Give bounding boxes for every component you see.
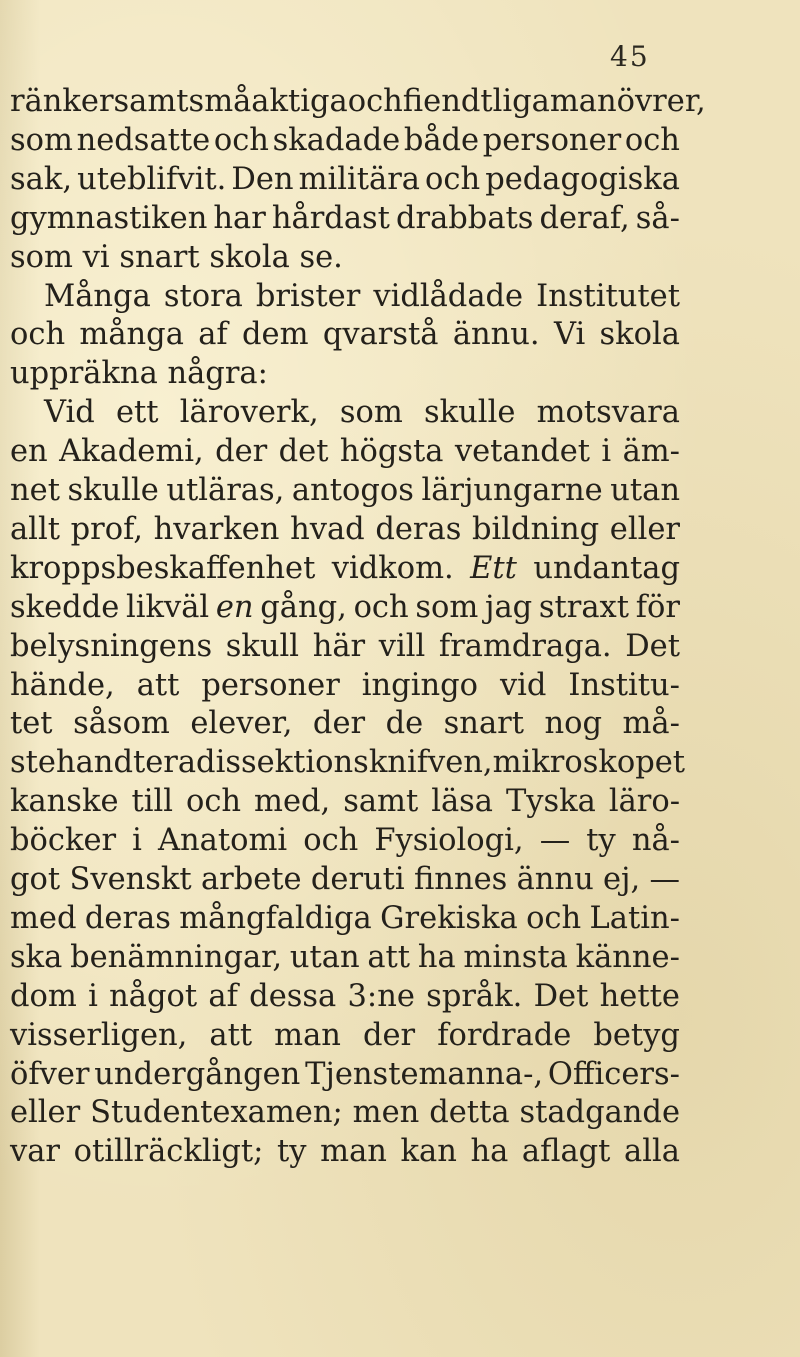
word: nog bbox=[544, 706, 603, 742]
word: Det bbox=[533, 978, 589, 1014]
word: minsta bbox=[463, 939, 568, 975]
word: 3:ne bbox=[347, 978, 415, 1014]
word: kanske bbox=[10, 784, 119, 820]
word: ty bbox=[277, 1134, 307, 1170]
word: men bbox=[352, 1095, 420, 1131]
text-line bbox=[10, 240, 343, 276]
word: mångfaldiga bbox=[179, 900, 372, 936]
word: Officers- bbox=[547, 1056, 680, 1092]
word: för bbox=[635, 589, 680, 625]
word: personer bbox=[482, 122, 622, 158]
word: utläras, bbox=[166, 473, 285, 508]
word: Vid bbox=[44, 395, 95, 431]
word: och bbox=[526, 900, 582, 936]
word: såsom bbox=[73, 706, 170, 742]
word: hette bbox=[599, 978, 680, 1014]
page-number: 45 bbox=[610, 40, 650, 73]
word: med, bbox=[254, 784, 331, 820]
text-line bbox=[10, 473, 680, 509]
text-line bbox=[10, 317, 680, 353]
word: skull bbox=[225, 628, 300, 664]
word: der bbox=[215, 434, 268, 470]
word: många bbox=[79, 317, 184, 353]
text-line bbox=[10, 862, 680, 898]
word: och bbox=[303, 823, 359, 859]
word: läroverk, bbox=[179, 395, 319, 431]
word: som bbox=[10, 239, 83, 275]
word: arbete bbox=[200, 862, 302, 897]
text-line bbox=[10, 590, 680, 626]
word: ej, bbox=[603, 862, 641, 897]
word: lärjungarne bbox=[421, 473, 603, 508]
word: skola bbox=[209, 239, 300, 275]
word: af bbox=[208, 978, 238, 1014]
word: ingingo bbox=[361, 667, 478, 703]
word: kan bbox=[400, 1134, 457, 1170]
word: har bbox=[213, 200, 266, 236]
word: snart bbox=[443, 706, 524, 742]
word: Svenskt bbox=[69, 862, 192, 897]
word: Ett bbox=[470, 550, 517, 586]
word: i bbox=[88, 978, 98, 1014]
word: deruti bbox=[310, 862, 405, 897]
word: ha bbox=[470, 1134, 509, 1170]
word: som bbox=[415, 589, 479, 625]
word: Studentexamen; bbox=[90, 1095, 343, 1131]
word: nedsatte bbox=[76, 122, 211, 158]
text-line bbox=[10, 784, 680, 820]
word: vetandet bbox=[454, 434, 591, 470]
word: vidlådade bbox=[373, 278, 524, 314]
word: ty bbox=[586, 823, 616, 859]
text-line bbox=[10, 629, 680, 665]
word: böcker bbox=[10, 823, 117, 859]
word: skedde bbox=[10, 589, 120, 625]
text-line bbox=[10, 668, 680, 704]
word: kroppsbeskaffenhet bbox=[10, 550, 316, 586]
text-line bbox=[44, 279, 680, 315]
word: vid bbox=[499, 667, 547, 703]
word: några: bbox=[167, 356, 268, 392]
word: ska bbox=[10, 939, 63, 975]
word: detta bbox=[429, 1095, 510, 1131]
text-line bbox=[10, 745, 686, 781]
word: gång, bbox=[260, 589, 347, 625]
text-line bbox=[10, 84, 706, 120]
word: Den bbox=[231, 161, 294, 197]
word: alla bbox=[624, 1134, 680, 1170]
word: ett bbox=[115, 395, 159, 431]
word: allt bbox=[10, 511, 60, 547]
word: högsta bbox=[339, 434, 444, 470]
word: ha bbox=[417, 939, 456, 975]
word: stora bbox=[163, 278, 243, 314]
word: skulle bbox=[67, 473, 159, 508]
text-line bbox=[10, 123, 680, 159]
word: otillräckligt; bbox=[73, 1134, 264, 1170]
word: gymnastiken bbox=[10, 200, 208, 236]
word: militära bbox=[298, 161, 420, 197]
word: mikroskopet bbox=[492, 745, 686, 781]
word: aflagt bbox=[521, 1134, 611, 1170]
word: Många bbox=[44, 278, 151, 314]
word: Anatomi bbox=[157, 823, 288, 859]
word: eller bbox=[10, 1095, 81, 1131]
text-line bbox=[10, 434, 680, 470]
word: hårdast bbox=[271, 200, 390, 236]
word: jag bbox=[485, 589, 533, 625]
word: må- bbox=[622, 706, 680, 742]
word: snart bbox=[119, 239, 210, 275]
word: der bbox=[312, 706, 366, 742]
word: likväl bbox=[126, 589, 210, 625]
word: Institu- bbox=[568, 667, 680, 703]
word: vi bbox=[82, 239, 120, 275]
word: man bbox=[274, 1017, 341, 1053]
word: Tjenstemanna-, bbox=[305, 1056, 544, 1092]
word: att bbox=[136, 667, 180, 703]
word: och bbox=[10, 317, 66, 353]
word: samt bbox=[113, 84, 189, 119]
text-line bbox=[44, 395, 680, 431]
word: sak, bbox=[10, 161, 73, 197]
word: finnes bbox=[413, 862, 508, 897]
word: stadgande bbox=[519, 1095, 680, 1131]
word: ännu. bbox=[452, 317, 540, 353]
text-line bbox=[10, 162, 680, 198]
word: ännu bbox=[516, 862, 594, 897]
text-line bbox=[10, 551, 680, 587]
text-line bbox=[10, 356, 268, 392]
word: något bbox=[109, 978, 198, 1014]
word: undergången bbox=[94, 1056, 301, 1092]
word: i bbox=[601, 434, 612, 470]
word: vidkom. bbox=[331, 550, 454, 586]
text-line bbox=[10, 979, 680, 1015]
word: manövrer, bbox=[549, 84, 706, 119]
word: visserligen, bbox=[10, 1017, 188, 1053]
word: till bbox=[131, 784, 173, 820]
word: af bbox=[198, 317, 228, 353]
word: och bbox=[425, 161, 481, 197]
word: got bbox=[10, 862, 61, 897]
text-line bbox=[10, 940, 680, 976]
word: net bbox=[10, 473, 60, 508]
word: — bbox=[539, 823, 571, 859]
word: prof, bbox=[70, 511, 143, 547]
text-line bbox=[10, 1095, 680, 1131]
word: benämningar, bbox=[70, 939, 283, 975]
word: dissektionsknifven, bbox=[196, 745, 493, 781]
word: och bbox=[347, 84, 403, 119]
word: utan bbox=[610, 473, 680, 508]
word: uteblifvit. bbox=[77, 161, 227, 197]
word: undantag bbox=[533, 550, 680, 586]
word: — bbox=[649, 862, 680, 897]
word: läro- bbox=[608, 784, 680, 820]
text-line bbox=[10, 706, 680, 742]
word: Institutet bbox=[536, 278, 680, 314]
word: vill bbox=[378, 628, 426, 664]
word: i bbox=[132, 823, 142, 859]
text-line bbox=[10, 823, 680, 859]
text-line bbox=[10, 1018, 680, 1054]
word: skola bbox=[599, 317, 680, 353]
word: handtera bbox=[55, 745, 197, 781]
word: Fysiologi, bbox=[374, 823, 524, 859]
word: straxt bbox=[538, 589, 630, 625]
word: drabbats bbox=[395, 200, 534, 236]
word: skulle bbox=[424, 395, 516, 431]
text-line bbox=[10, 1134, 680, 1170]
word: Vi bbox=[553, 317, 586, 353]
word: framdraga. bbox=[438, 628, 612, 664]
word: de bbox=[385, 706, 424, 742]
text-line bbox=[10, 512, 680, 548]
word: Latin- bbox=[589, 900, 680, 936]
word: hände, bbox=[10, 667, 115, 703]
word: dem bbox=[242, 317, 309, 353]
word: nå- bbox=[631, 823, 680, 859]
word: betyg bbox=[593, 1017, 680, 1053]
word: språk. bbox=[426, 978, 523, 1014]
word: elever, bbox=[190, 706, 293, 742]
word: antogos bbox=[291, 473, 414, 508]
word: att bbox=[367, 939, 411, 975]
word: som bbox=[10, 122, 73, 158]
word: se. bbox=[299, 239, 343, 275]
word: motsvara bbox=[536, 395, 680, 431]
word: det bbox=[278, 434, 329, 470]
word: äm- bbox=[622, 434, 680, 470]
word: samt bbox=[343, 784, 419, 820]
word: som bbox=[339, 395, 403, 431]
word: belysningens bbox=[10, 628, 213, 664]
word: deras bbox=[375, 511, 462, 547]
word: eller bbox=[609, 511, 680, 547]
word: Akademi, bbox=[59, 434, 204, 470]
word: att bbox=[209, 1017, 253, 1053]
word: utan bbox=[289, 939, 360, 975]
word: hvad bbox=[290, 511, 365, 547]
word: Det bbox=[625, 628, 680, 664]
word: Grekiska bbox=[380, 900, 518, 936]
word: ränker bbox=[10, 84, 114, 119]
word: qvarstå bbox=[322, 317, 439, 353]
word: ste bbox=[10, 745, 56, 781]
word: tet bbox=[10, 706, 53, 742]
word: småaktiga bbox=[188, 84, 348, 119]
word: och bbox=[624, 122, 680, 158]
text-line bbox=[10, 201, 680, 237]
word: bildning bbox=[472, 511, 600, 547]
word: deraf, bbox=[539, 200, 630, 236]
word: brister bbox=[255, 278, 361, 314]
word: både bbox=[403, 122, 480, 158]
word: och bbox=[185, 784, 242, 820]
word: en bbox=[215, 589, 254, 625]
word: personer bbox=[201, 667, 340, 703]
word: pedagogiska bbox=[485, 161, 680, 197]
word: läsa bbox=[431, 784, 493, 820]
word: känne- bbox=[575, 939, 680, 975]
word: der bbox=[362, 1017, 416, 1053]
word: och bbox=[353, 589, 409, 625]
word: skadade bbox=[272, 122, 401, 158]
word: hvarken bbox=[153, 511, 280, 547]
word: man bbox=[320, 1134, 387, 1170]
word: var bbox=[10, 1134, 60, 1170]
word: här bbox=[312, 628, 366, 664]
word: fiendtliga bbox=[402, 84, 550, 119]
word: uppräkna bbox=[10, 356, 168, 392]
word: öfver bbox=[10, 1056, 90, 1092]
word: en bbox=[10, 434, 48, 470]
word: Tyska bbox=[505, 784, 596, 820]
word: med bbox=[10, 900, 77, 936]
word: dessa bbox=[249, 978, 337, 1014]
word: och bbox=[213, 122, 269, 158]
text-line bbox=[10, 901, 680, 937]
word: så- bbox=[635, 200, 680, 236]
word: deras bbox=[84, 900, 171, 936]
word: fordrade bbox=[437, 1017, 572, 1053]
word: dom bbox=[10, 978, 77, 1014]
text-line bbox=[10, 1057, 680, 1093]
